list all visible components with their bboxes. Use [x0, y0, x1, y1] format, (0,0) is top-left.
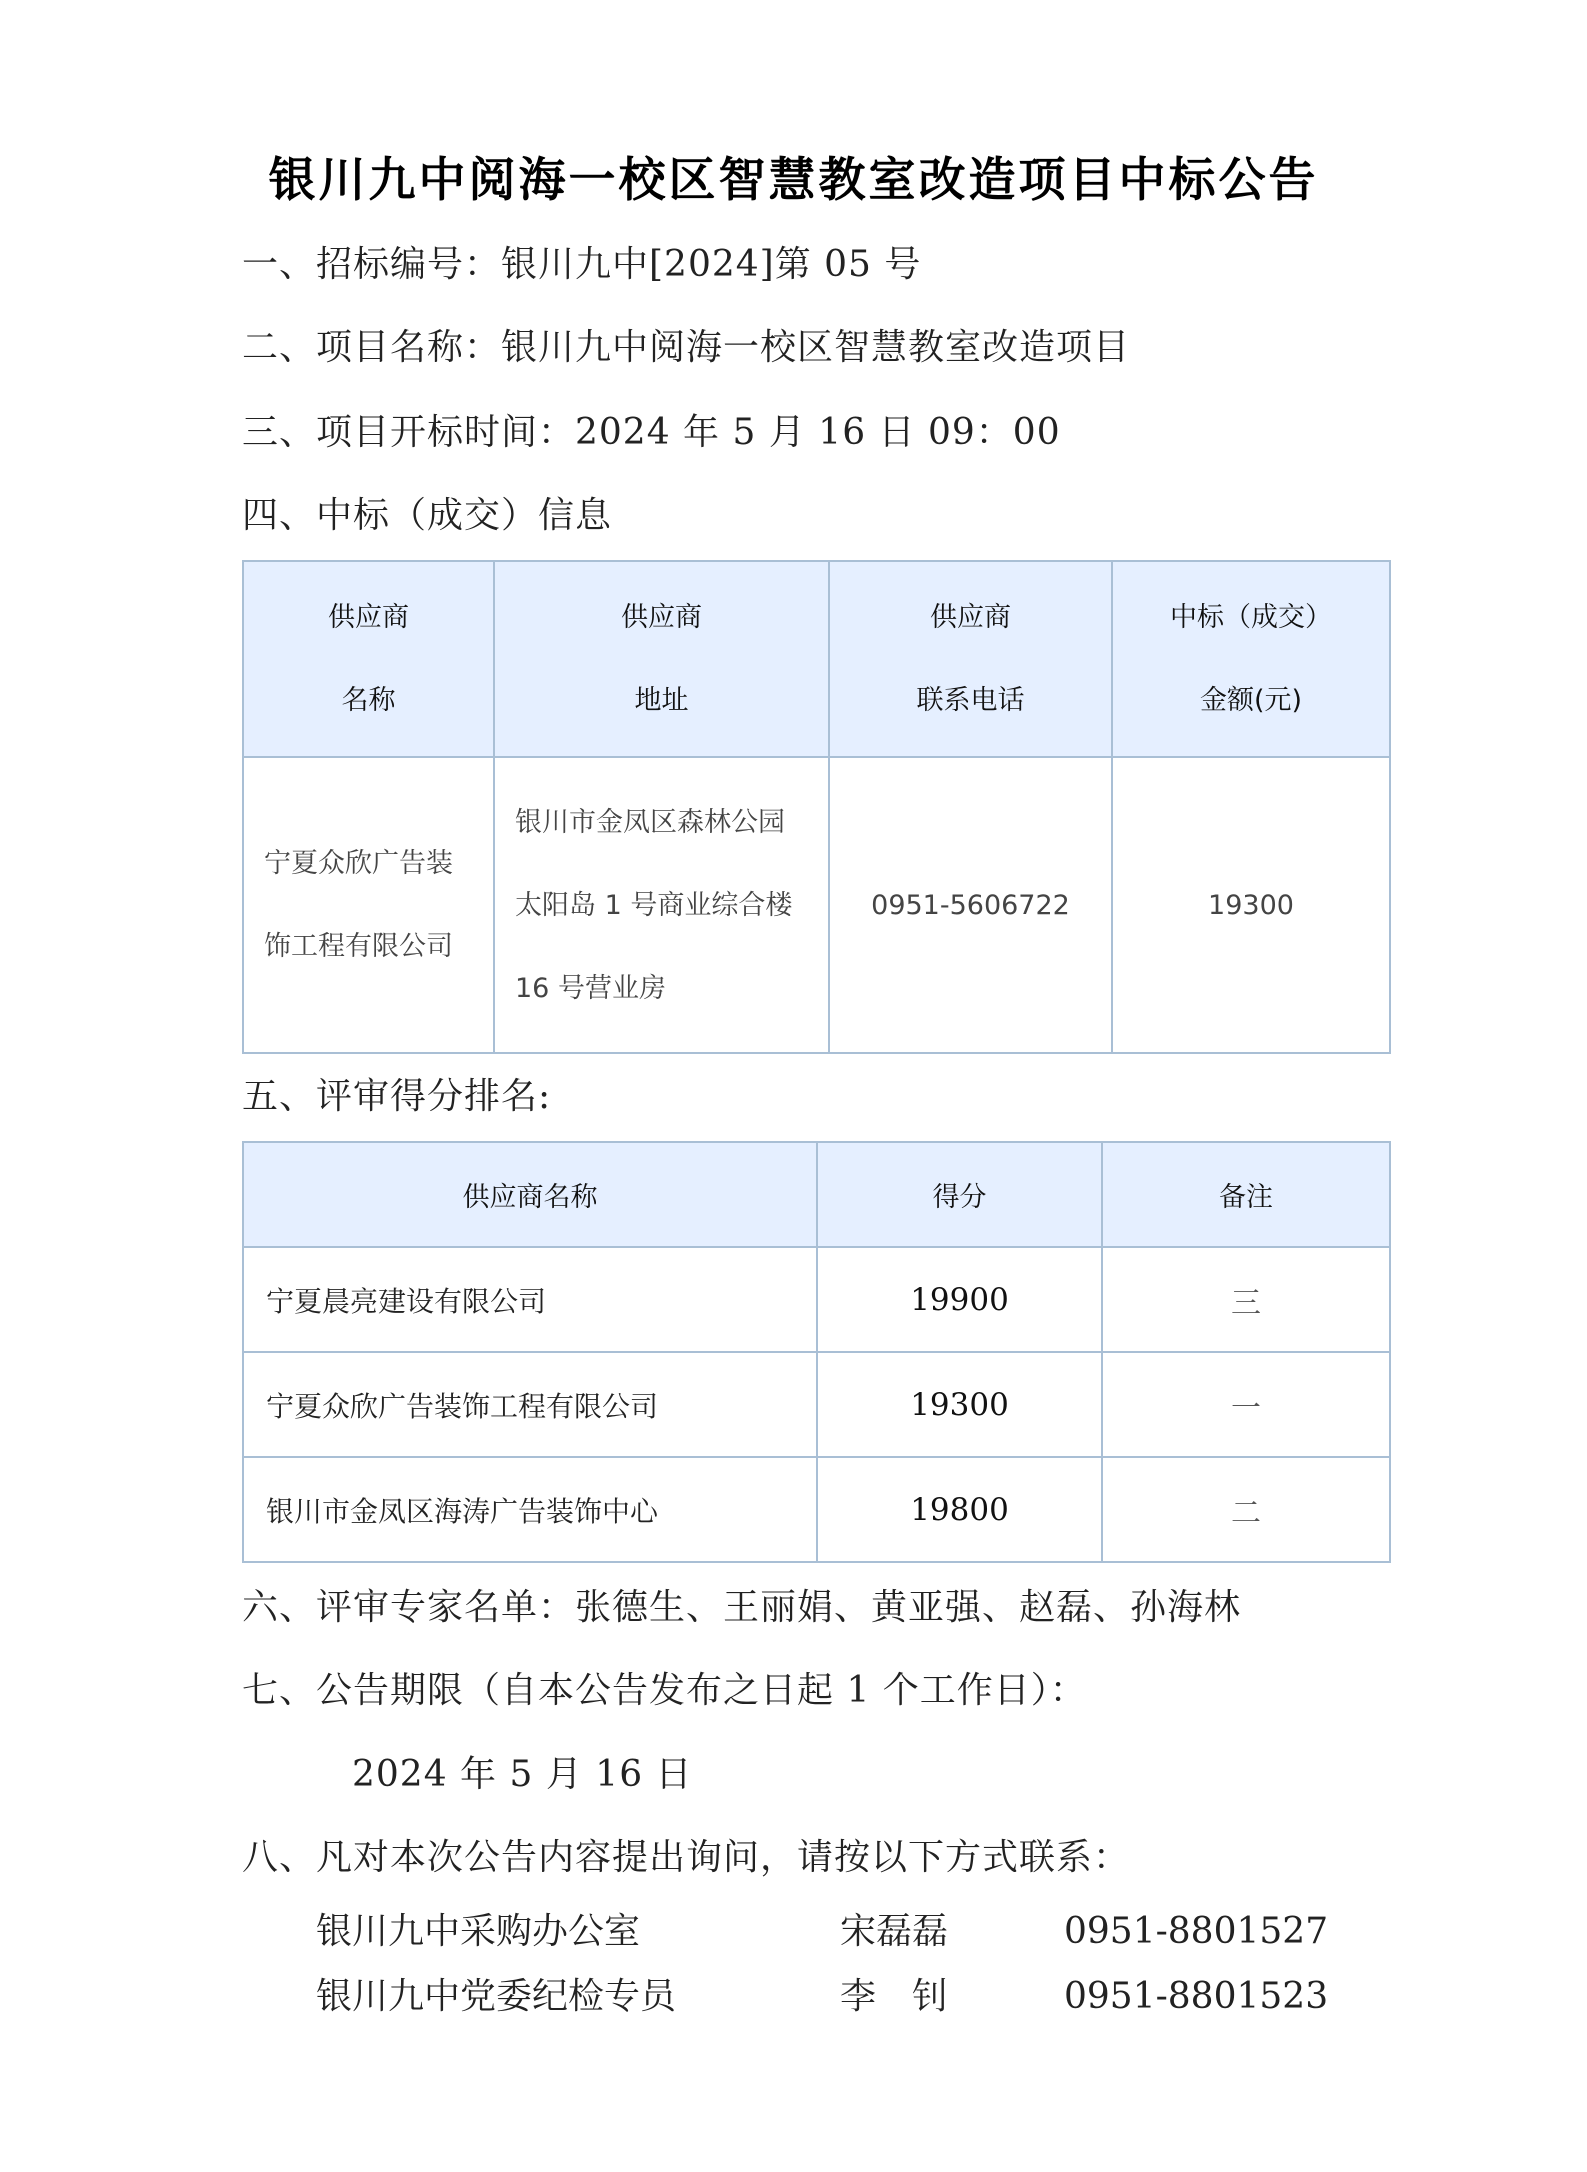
contact-org: 银川九中党委纪检专员: [316, 1976, 677, 2017]
supplier-name-cell: 宁夏众欣广告装 饰工程有限公司: [243, 757, 494, 1053]
supplier-name-cell: 宁夏众欣广告装饰工程有限公司: [243, 1352, 817, 1457]
header-score: 得分: [817, 1142, 1102, 1247]
project-name-line: 二、项目名称：银川九中阅海一校区智慧教室改造项目: [242, 327, 1131, 368]
remark-cell: 二: [1102, 1457, 1390, 1562]
award-table-header: [243, 561, 1390, 757]
experts-line: 六、评审专家名单：张德生、王丽娟、黄亚强、赵磊、孙海林: [242, 1587, 1242, 1628]
score-cell: 19900: [817, 1247, 1102, 1352]
remark-cell: 一: [1102, 1352, 1390, 1457]
award-info-heading: 四、中标（成交）信息: [242, 495, 613, 536]
table-row: [243, 1247, 1390, 1352]
header-supplier-address: 供应商 地址: [494, 561, 829, 757]
contact-phone: 0951-8801527: [1064, 1911, 1329, 1952]
opening-time-line: 三、项目开标时间：2024 年 5 月 16 日 09：00: [242, 412, 1061, 453]
table-row: [243, 1352, 1390, 1457]
notice-period-line: 七、公告期限（自本公告发布之日起 1 个工作日）：: [242, 1670, 1087, 1711]
contact-org: 银川九中采购办公室: [316, 1911, 641, 1952]
header-supplier-name: 供应商名称: [243, 1142, 817, 1247]
notice-date: 2024 年 5 月 16 日: [352, 1754, 693, 1795]
ranking-table-header: [243, 1142, 1390, 1247]
remark-cell: 三: [1102, 1247, 1390, 1352]
ranking-table: [242, 1141, 1391, 1563]
supplier-name-cell: 银川市金凤区海涛广告装饰中心: [243, 1457, 817, 1562]
page-title: 银川九中阅海一校区智慧教室改造项目中标公告: [268, 153, 1319, 208]
header-supplier-name: 供应商 名称: [243, 561, 494, 757]
header-remark: 备注: [1102, 1142, 1390, 1247]
score-cell: 19800: [817, 1457, 1102, 1562]
table-row: [243, 757, 1390, 1053]
award-table: [242, 560, 1391, 1054]
score-cell: 19300: [817, 1352, 1102, 1457]
supplier-phone-cell: 0951-5606722: [829, 757, 1112, 1053]
bid-number-line: 一、招标编号：银川九中[2024]第 05 号: [242, 244, 922, 285]
contact-heading: 八、凡对本次公告内容提出询问，请按以下方式联系：: [242, 1837, 1131, 1878]
supplier-name-cell: 宁夏晨亮建设有限公司: [243, 1247, 817, 1352]
award-amount-cell: 19300: [1112, 757, 1390, 1053]
header-award-amount: 中标（成交） 金额(元): [1112, 561, 1390, 757]
supplier-address-cell: 银川市金凤区森林公园 太阳岛 1 号商业综合楼 16 号营业房: [494, 757, 829, 1053]
ranking-heading: 五、评审得分排名:: [242, 1076, 552, 1117]
header-supplier-phone: 供应商 联系电话: [829, 561, 1112, 757]
table-row: [243, 1457, 1390, 1562]
contact-phone: 0951-8801523: [1064, 1976, 1329, 2017]
contact-person: 李 钊: [840, 1976, 949, 2017]
contact-person: 宋磊磊: [840, 1911, 949, 1952]
